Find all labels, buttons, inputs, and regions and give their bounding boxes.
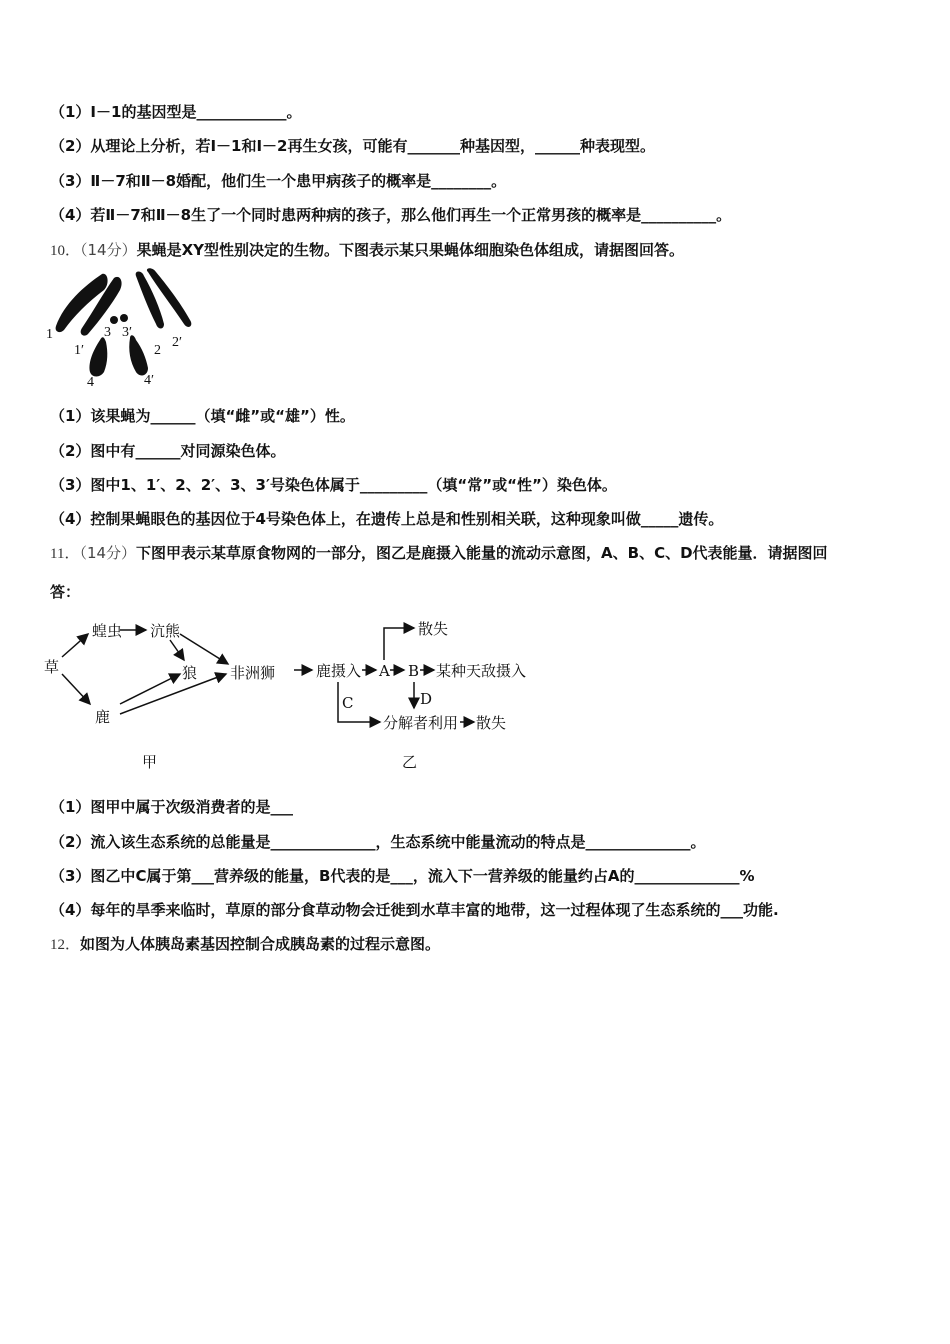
q12-number: 12． bbox=[50, 937, 81, 953]
node-wolf: 狼 bbox=[182, 664, 198, 682]
node-loss-2: 散失 bbox=[476, 714, 507, 732]
q11-energy-flow-figure bbox=[290, 612, 540, 777]
arrow-grass-deer bbox=[62, 674, 90, 704]
label-1-prime: 1′ bbox=[74, 343, 85, 358]
q10-part-3: （3）图中1、1′、2、2′、3、3′号染色体属于_________（填“常”或“性”）染色体。 bbox=[50, 476, 617, 494]
q10-stem bbox=[50, 240, 684, 261]
q11-stem bbox=[50, 543, 828, 564]
node-a: A bbox=[379, 662, 390, 680]
chromosome-4 bbox=[89, 337, 107, 376]
node-grass: 草 bbox=[44, 658, 60, 676]
q12-stem-text: 如图为人体胰岛素基因控制合成胰岛素的过程示意图。 bbox=[80, 935, 441, 953]
q10-part-2: （2）图中有______对同源染色体。 bbox=[50, 442, 286, 460]
q11-part-3: （3）图乙中C属于第___营养级的能量，B代表的是___，流入下一营养级的能量约占A的______________% bbox=[50, 867, 755, 885]
q10-stem-text: 果蝇是XY型性别决定的生物。下图表示某只果蝇体细胞染色体组成，请据图回答。 bbox=[136, 241, 685, 259]
node-c: C bbox=[342, 694, 354, 712]
label-3-prime: 3′ bbox=[122, 325, 133, 340]
node-deer: 鹿 bbox=[95, 708, 111, 726]
label-3: 3 bbox=[104, 325, 111, 340]
node-decomposer: 分解者利用 bbox=[383, 714, 459, 732]
q11-stem-line2: 答： bbox=[50, 583, 81, 601]
node-locust: 蝗虫 bbox=[92, 622, 123, 640]
q9-part-1: （1）Ⅰ－1的基因型是____________。 bbox=[50, 103, 302, 121]
q11-food-web-figure bbox=[40, 612, 280, 777]
node-d: D bbox=[420, 690, 433, 708]
node-predator-intake: 某种天敌摄入 bbox=[436, 662, 527, 680]
q11-part-4: （4）每年的旱季来临时，草原的部分食草动物会迁徙到水草丰富的地带，这一过程体现了生态系统的___功能. bbox=[50, 901, 779, 919]
node-loss-1: 散失 bbox=[418, 620, 449, 638]
caption-yi: 乙 bbox=[402, 753, 418, 771]
label-1: 1 bbox=[46, 327, 53, 342]
caption-jia: 甲 bbox=[142, 753, 158, 771]
q12-stem bbox=[50, 934, 440, 955]
node-bear: 沆熊 bbox=[150, 622, 181, 640]
q11-number: 11． bbox=[50, 546, 80, 562]
chromosome-3-prime bbox=[120, 314, 128, 322]
label-4: 4 bbox=[87, 375, 94, 390]
chromosome-3 bbox=[110, 316, 118, 324]
arrow-deer-lion bbox=[120, 674, 226, 714]
q9-part-3: （3）Ⅱ－7和Ⅱ－8婚配，他们生一个患甲病孩子的概率是________。 bbox=[50, 172, 507, 190]
q9-part-2: （2）从理论上分析，若Ⅰ－1和Ⅰ－2再生女孩，可能有_______种基因型，______种表现型。 bbox=[50, 137, 655, 155]
label-2: 2 bbox=[154, 343, 161, 358]
q10-points: （14分） bbox=[80, 241, 137, 259]
arrow-grass-locust bbox=[62, 634, 88, 657]
arrow-a-loss bbox=[384, 628, 414, 660]
arrow-bear-lion bbox=[180, 634, 228, 664]
q9-part-4: （4）若Ⅱ－7和Ⅱ－8生了一个同时患两种病的孩子，那么他们再生一个正常男孩的概率是__________。 bbox=[50, 206, 732, 224]
label-2-prime: 2′ bbox=[172, 335, 183, 350]
node-lion: 非洲狮 bbox=[230, 664, 276, 682]
q10-part-1: （1）该果蝇为______（填“雌”或“雄”）性。 bbox=[50, 407, 355, 425]
q10-number: 10． bbox=[50, 243, 81, 259]
q10-part-4: （4）控制果蝇眼色的基因位于4号染色体上，在遗传上总是和性别相关联，这种现象叫做_____遗传。 bbox=[50, 510, 724, 528]
node-deer-intake: 鹿摄入 bbox=[316, 662, 362, 680]
node-b: B bbox=[408, 662, 420, 680]
q11-points: （14分） bbox=[79, 544, 137, 562]
label-4-prime: 4′ bbox=[144, 373, 155, 388]
q10-chromosome-figure bbox=[44, 268, 194, 393]
arrow-bear-wolf bbox=[170, 640, 184, 660]
q11-part-1: （1）图甲中属于次级消费者的是___ bbox=[50, 798, 293, 816]
arrow-deer-wolf bbox=[120, 674, 180, 704]
q11-part-2: （2）流入该生态系统的总能量是______________，生态系统中能量流动的特点是______________。 bbox=[50, 833, 706, 851]
q11-stem-line1: 下图甲表示某草原食物网的一部分，图乙是鹿摄入能量的流动示意图，A、B、C、D代表能量．请据图回 bbox=[136, 544, 828, 562]
chromosome-4-prime bbox=[129, 335, 148, 375]
